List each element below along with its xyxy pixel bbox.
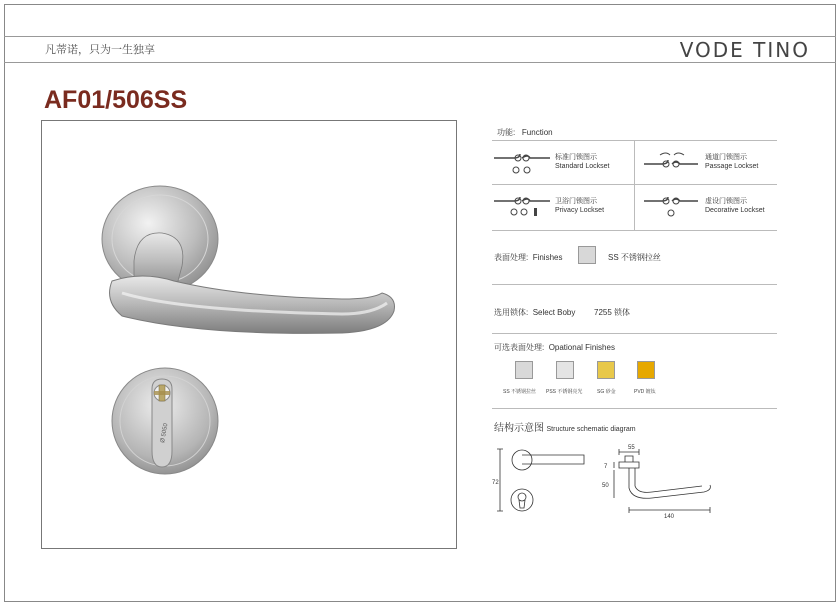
brand-logo: VODE TINO bbox=[679, 38, 810, 62]
finish-swatch bbox=[578, 246, 596, 264]
finish-value: SS 不锈钢拉丝 bbox=[608, 253, 661, 262]
divider bbox=[492, 230, 777, 231]
swatch-sg bbox=[597, 361, 615, 379]
finish-row: 表面处理: Finishes bbox=[494, 253, 563, 262]
optional-finishes-title: 可选表面处理: Opational Finishes bbox=[494, 343, 615, 352]
function-label-en: Function bbox=[521, 128, 553, 137]
swatch-label-sg: SG 砂金 bbox=[597, 389, 616, 395]
function-title bbox=[497, 127, 782, 138]
cylinder-marking: Ø 5050 bbox=[160, 422, 170, 444]
swatch-label-pvd: PVD 镀钛 bbox=[634, 389, 656, 395]
lockset-decorative: 虚设门锁图示 Decorative Lockset bbox=[705, 198, 765, 214]
dim-7: 7 bbox=[604, 464, 608, 470]
model-number: AF01/506SS bbox=[44, 86, 188, 114]
privacy-lockset-icon bbox=[492, 193, 552, 221]
header-divider-bottom bbox=[4, 62, 836, 63]
swatch-label-pss: PSS 不锈钢亮光 bbox=[546, 389, 583, 395]
diagram-title: 结构示意图 Structure schematic diagram bbox=[494, 423, 636, 434]
structure-diagram bbox=[492, 440, 732, 520]
decorative-lockset-icon bbox=[640, 193, 700, 221]
swatch-ss bbox=[515, 361, 533, 379]
product-photo bbox=[41, 120, 457, 549]
brand-slogan: 凡蒂诺，只为一生独享 bbox=[45, 44, 155, 56]
dim-55: 55 bbox=[628, 445, 635, 451]
lever-handle-illustration bbox=[42, 121, 458, 550]
divider bbox=[492, 408, 777, 409]
header-divider-top bbox=[4, 36, 836, 37]
divider bbox=[492, 284, 777, 285]
dim-72: 72 bbox=[492, 480, 499, 486]
lockset-passage: 通道门锁图示 Passage Lockset bbox=[705, 154, 759, 170]
dim-140: 140 bbox=[664, 514, 675, 520]
swatch-pvd bbox=[637, 361, 655, 379]
dim-50: 50 bbox=[602, 483, 609, 489]
lockset-privacy: 卫浴门锁图示 Privacy Lockset bbox=[555, 198, 605, 214]
lockset-grid-hline bbox=[492, 184, 777, 185]
standard-lockset-icon bbox=[492, 150, 552, 178]
lockset-standard: 标准门锁图示 Standard Lockset bbox=[555, 154, 610, 170]
passage-lockset-icon bbox=[640, 150, 700, 170]
lock-body-value: 7255 锁体 bbox=[594, 308, 631, 317]
lockset-grid-vline bbox=[634, 140, 635, 230]
swatch-pss bbox=[556, 361, 574, 379]
lock-body-row: 选用锁体: Select Boby bbox=[494, 308, 576, 317]
swatch-label-ss: SS 不锈钢拉丝 bbox=[503, 389, 537, 395]
function-label-cn: 功能: bbox=[497, 128, 516, 137]
divider bbox=[492, 333, 777, 334]
